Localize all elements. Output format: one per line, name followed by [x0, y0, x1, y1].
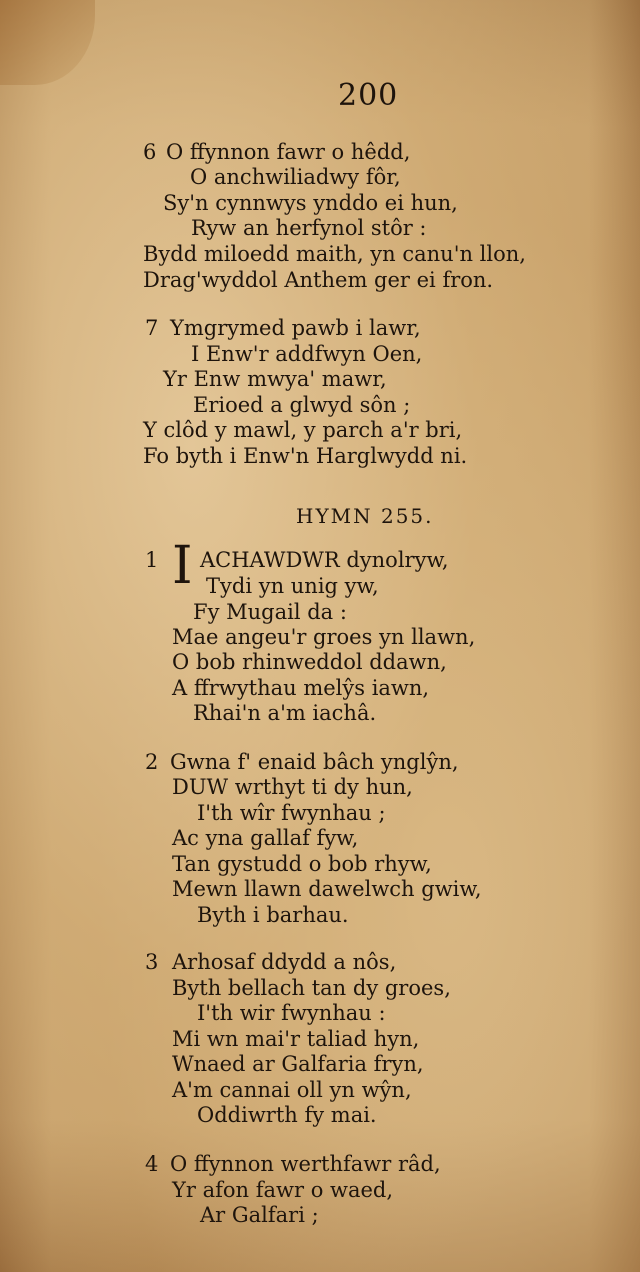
- verse-line: O anchwiliadwy fôr,: [190, 165, 401, 189]
- verse-line: O ffynnon fawr o hêdd,: [166, 140, 411, 164]
- verse-number: 4: [145, 1152, 159, 1176]
- verse-line: Bydd miloedd maith, yn canu'n llon,: [143, 242, 526, 266]
- verse-line: Yr Enw mwya' mawr,: [163, 367, 387, 391]
- verse-line: ACHAWDWR dynolryw,: [200, 548, 449, 572]
- verse-number: 7: [145, 316, 159, 340]
- verse-number: 1: [145, 548, 159, 572]
- verse-line: Sy'n cynnwys ynddo ei hun,: [163, 191, 458, 215]
- verse-line: A ffrwythau melŷs iawn,: [172, 676, 430, 700]
- page-corner-fold: [0, 0, 95, 85]
- verse-line: A'm cannai oll yn wŷn,: [172, 1078, 412, 1102]
- hymn-title: HYMN 255.: [296, 504, 434, 528]
- verse-line: Wnaed ar Galfaria fryn,: [172, 1052, 424, 1076]
- verse-line: Y clôd y mawl, y parch a'r bri,: [143, 418, 463, 442]
- verse-number: 2: [145, 750, 159, 774]
- page-number: 200: [338, 78, 399, 113]
- verse-line: Yr afon fawr o waed,: [172, 1178, 394, 1202]
- verse-line: I'th wîr fwynhau ;: [197, 801, 386, 825]
- verse-line: DUW wrthyt ti dy hun,: [172, 775, 413, 799]
- verse-line: Ryw an herfynol stôr :: [191, 216, 427, 240]
- verse-line: Tan gystudd o bob rhyw,: [172, 852, 432, 876]
- verse-line: Erioed a glwyd sôn ;: [193, 393, 411, 417]
- verse-line: Mi wn mai'r taliad hyn,: [172, 1027, 420, 1051]
- verse-line: Fy Mugail da :: [193, 600, 347, 624]
- verse-line: I Enw'r addfwyn Oen,: [191, 342, 423, 366]
- verse-line: Oddiwrth fy mai.: [197, 1103, 377, 1127]
- verse-number: 6: [143, 140, 157, 164]
- verse-number: 3: [145, 950, 159, 974]
- verse-line: Fo byth i Enw'n Harglwydd ni.: [143, 444, 468, 468]
- verse-line: Tydi yn unig yw,: [206, 574, 379, 598]
- verse-line: I'th wir fwynhau :: [197, 1001, 386, 1025]
- verse-line: O ffynnon werthfawr râd,: [170, 1152, 441, 1176]
- drop-cap: I: [172, 536, 193, 596]
- verse-line: Rhai'n a'm iachâ.: [193, 701, 377, 725]
- verse-line: O bob rhinweddol ddawn,: [172, 650, 447, 674]
- verse-line: Gwna f' enaid bâch ynglŷn,: [170, 750, 459, 774]
- verse-line: Ar Galfari ;: [200, 1203, 319, 1227]
- verse-line: Ymgrymed pawb i lawr,: [170, 316, 421, 340]
- verse-line: Byth bellach tan dy groes,: [172, 976, 451, 1000]
- verse-line: Arhosaf ddydd a nôs,: [172, 950, 397, 974]
- verse-line: Mewn llawn dawelwch gwiw,: [172, 877, 482, 901]
- verse-line: Mae angeu'r groes yn llawn,: [172, 625, 476, 649]
- verse-line: Drag'wyddol Anthem ger ei fron.: [143, 268, 494, 292]
- verse-line: Ac yna gallaf fyw,: [172, 826, 359, 850]
- verse-line: Byth i barhau.: [197, 903, 349, 927]
